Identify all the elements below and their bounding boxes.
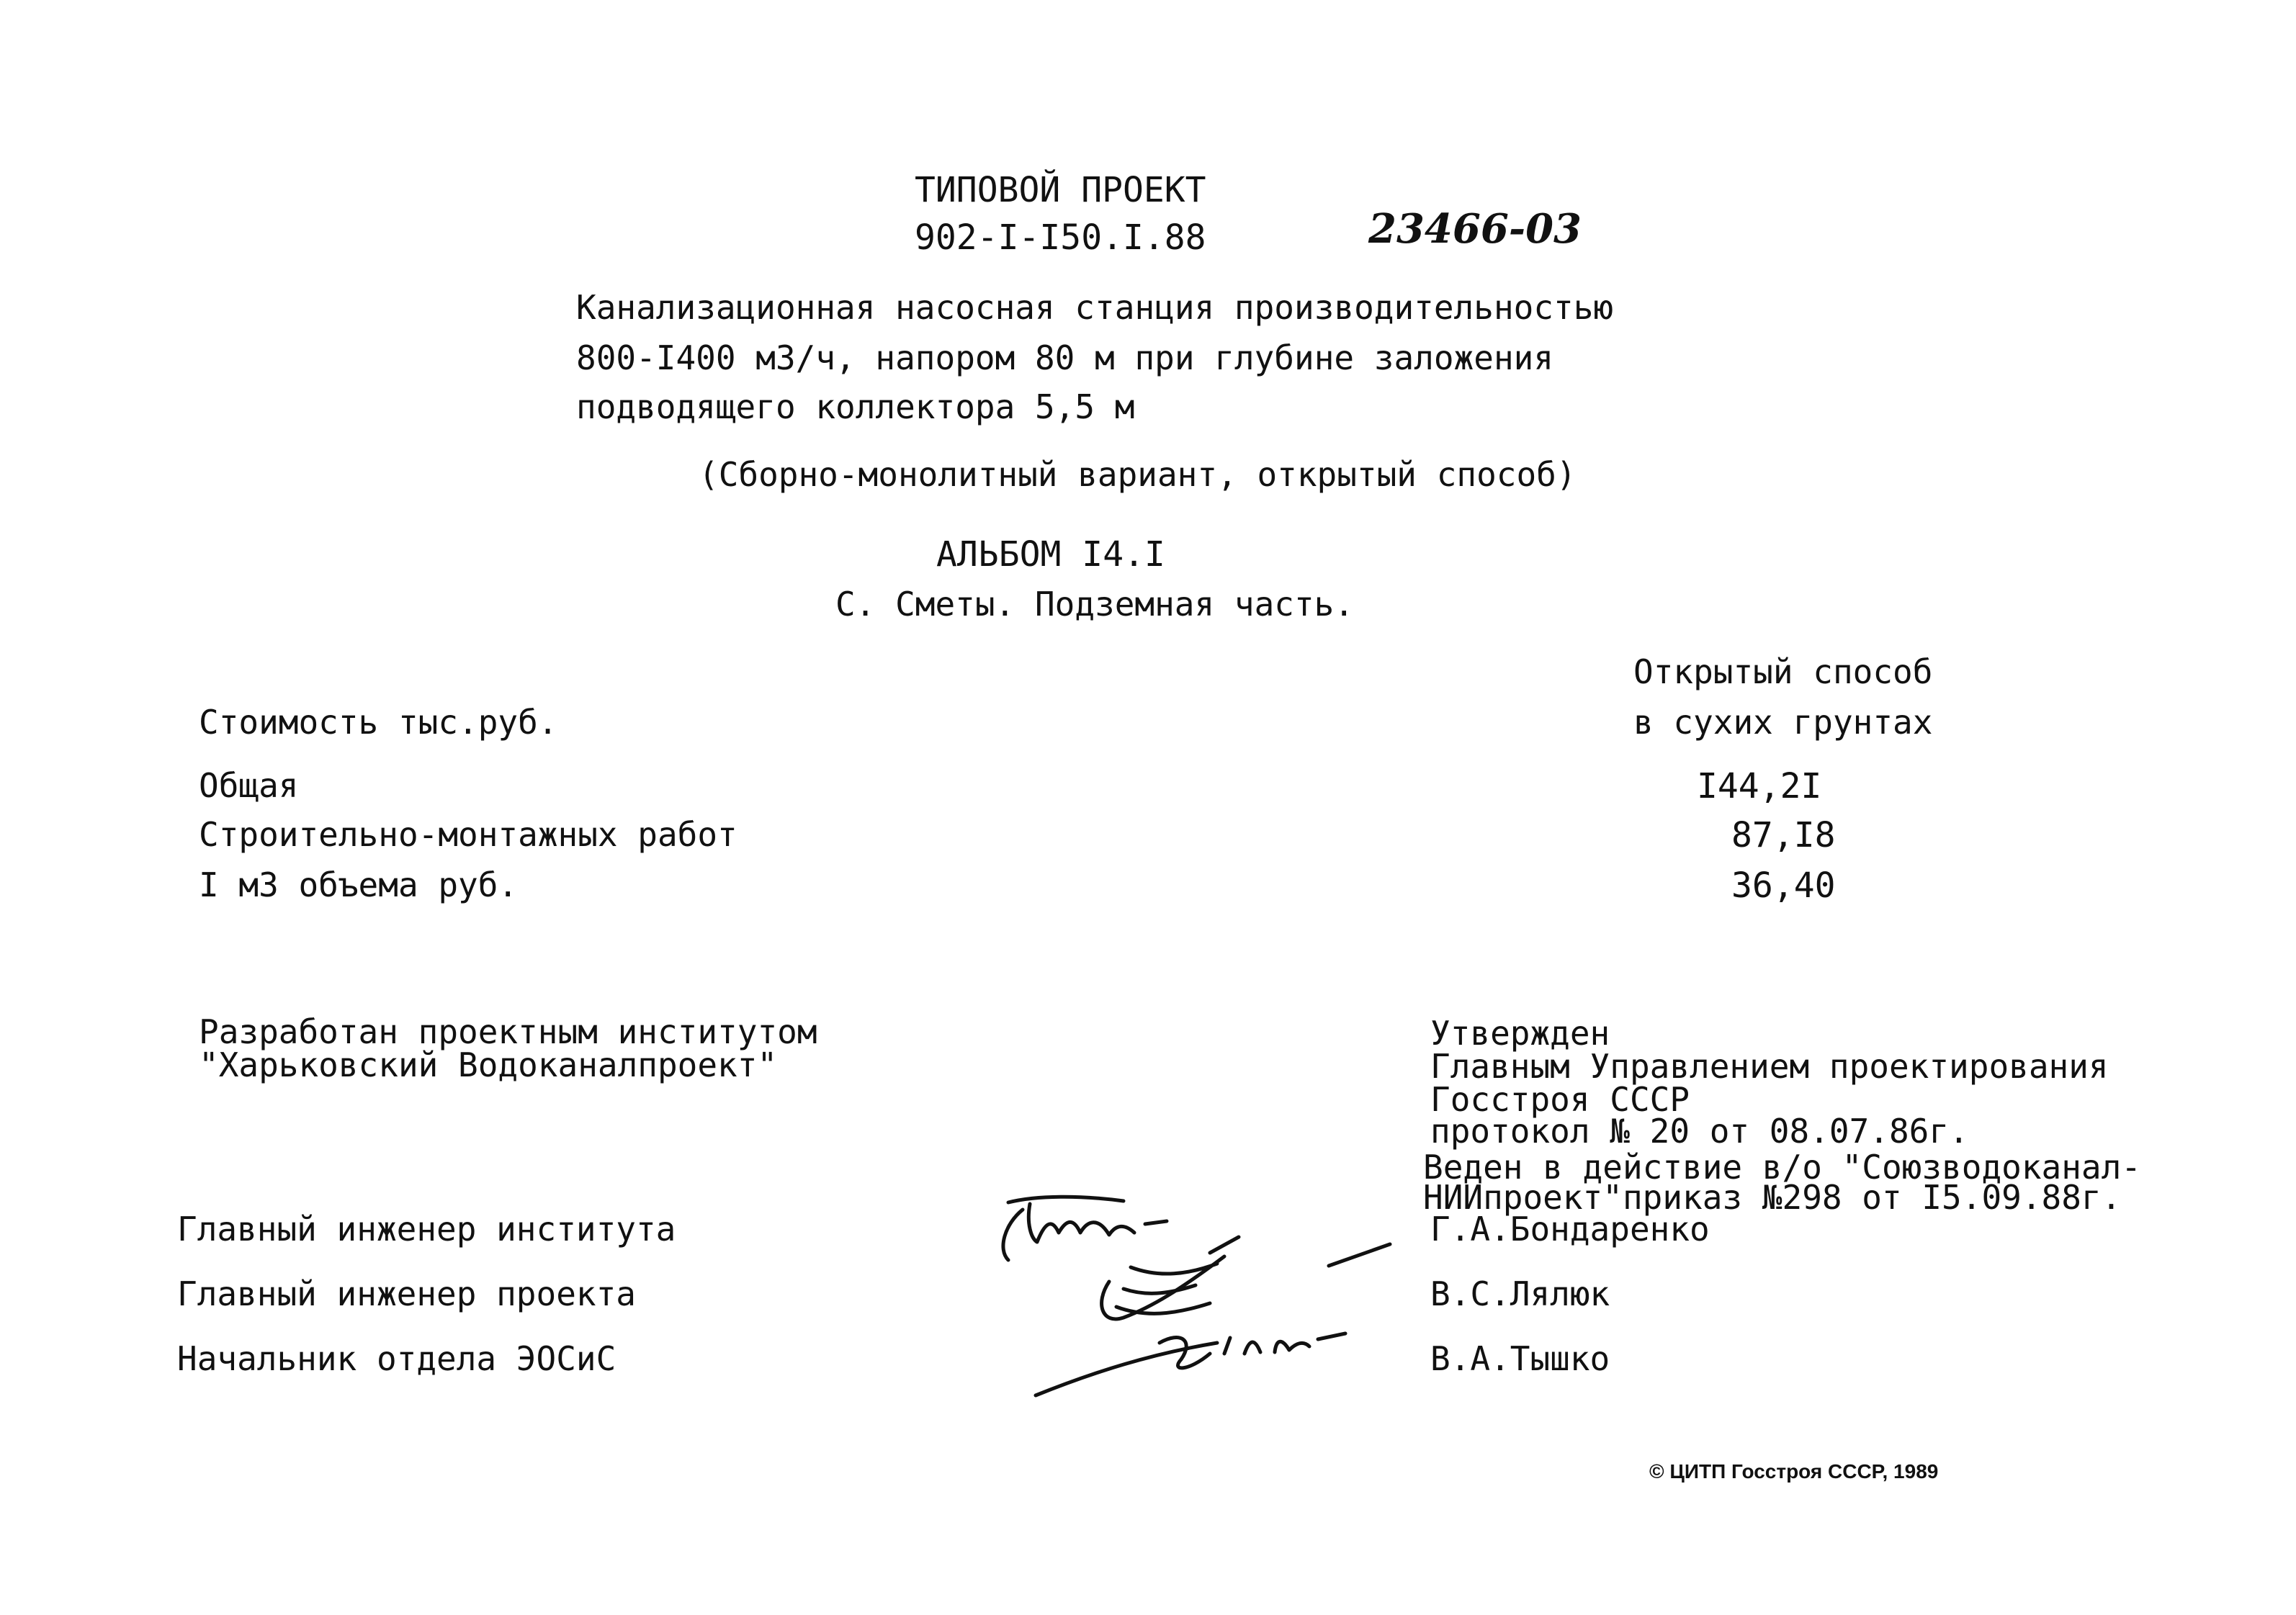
signatory-name: В.А.Тышко: [1430, 1339, 1610, 1378]
signatory-name: В.С.Лялюк: [1430, 1274, 1610, 1313]
variant-note: (Сборно-монолитный вариант, открытый способ): [699, 455, 1577, 494]
signature-department-head: [1036, 1333, 1345, 1395]
album-number: АЛЬБОМ I4.I: [936, 534, 1165, 575]
cost-row-label: Строительно-монтажных работ: [199, 815, 737, 854]
developer-line-1: Разработан проектным институтом: [199, 1012, 817, 1051]
title-line-2: 800-I400 м3/ч, напором 80 м при глубине заложения: [576, 338, 1554, 377]
cost-row-value: 36,40: [1731, 865, 1836, 906]
cost-row-label: Общая: [199, 766, 299, 805]
approval-line-5: Веден в действие в/о "Союзводоканал-: [1423, 1148, 2141, 1187]
approval-line-3: Госстроя СССР: [1430, 1080, 1690, 1119]
doc-code: 902-I-I50.I.88: [915, 217, 1206, 258]
approval-line-6: НИИпроект"приказ №298 от I5.09.88г.: [1423, 1178, 2122, 1217]
approval-line-2: Главным Управлением проектирования: [1430, 1047, 2109, 1086]
approval-line-1: Утвержден: [1430, 1014, 1610, 1053]
cost-column-header-1: Открытый способ: [1633, 652, 1933, 691]
signature-chief-engineer-project: [1102, 1237, 1239, 1319]
signatory-position: Главный инженер проекта: [177, 1274, 636, 1313]
copyright-note: © ЦИТП Госстроя СССР, 1989: [1649, 1460, 1939, 1483]
title-line-1: Канализационная насосная станция производительностью: [576, 288, 1614, 327]
signatory-position: Начальник отдела ЭОСиС: [177, 1339, 616, 1378]
signatory-position: Главный инженер института: [177, 1210, 676, 1249]
signatory-name: Г.А.Бондаренко: [1430, 1210, 1710, 1249]
title-line-3: подводящего коллектора 5,5 м: [576, 387, 1135, 426]
developer-line-2: "Харьковский Водоканалпроект": [199, 1045, 778, 1084]
signature-stroke: [1329, 1244, 1390, 1266]
cost-column-header-2: в сухих грунтах: [1633, 703, 1933, 742]
inventory-number: 23466-03: [1368, 205, 1582, 253]
cost-row-label: I м3 объема руб.: [199, 865, 519, 904]
signature-chief-engineer-institute: [1003, 1197, 1167, 1260]
cost-row-value: 87,I8: [1731, 815, 1836, 855]
album-section: С. Сметы. Подземная часть.: [835, 585, 1355, 624]
cost-row-header: Стоимость тыс.руб.: [199, 703, 558, 742]
cost-row-value: I44,2I: [1697, 766, 1822, 806]
doc-type-heading: ТИПОВОЙ ПРОЕКТ: [915, 170, 1206, 210]
approval-line-4: протокол № 20 от 08.07.86г.: [1430, 1112, 1969, 1151]
